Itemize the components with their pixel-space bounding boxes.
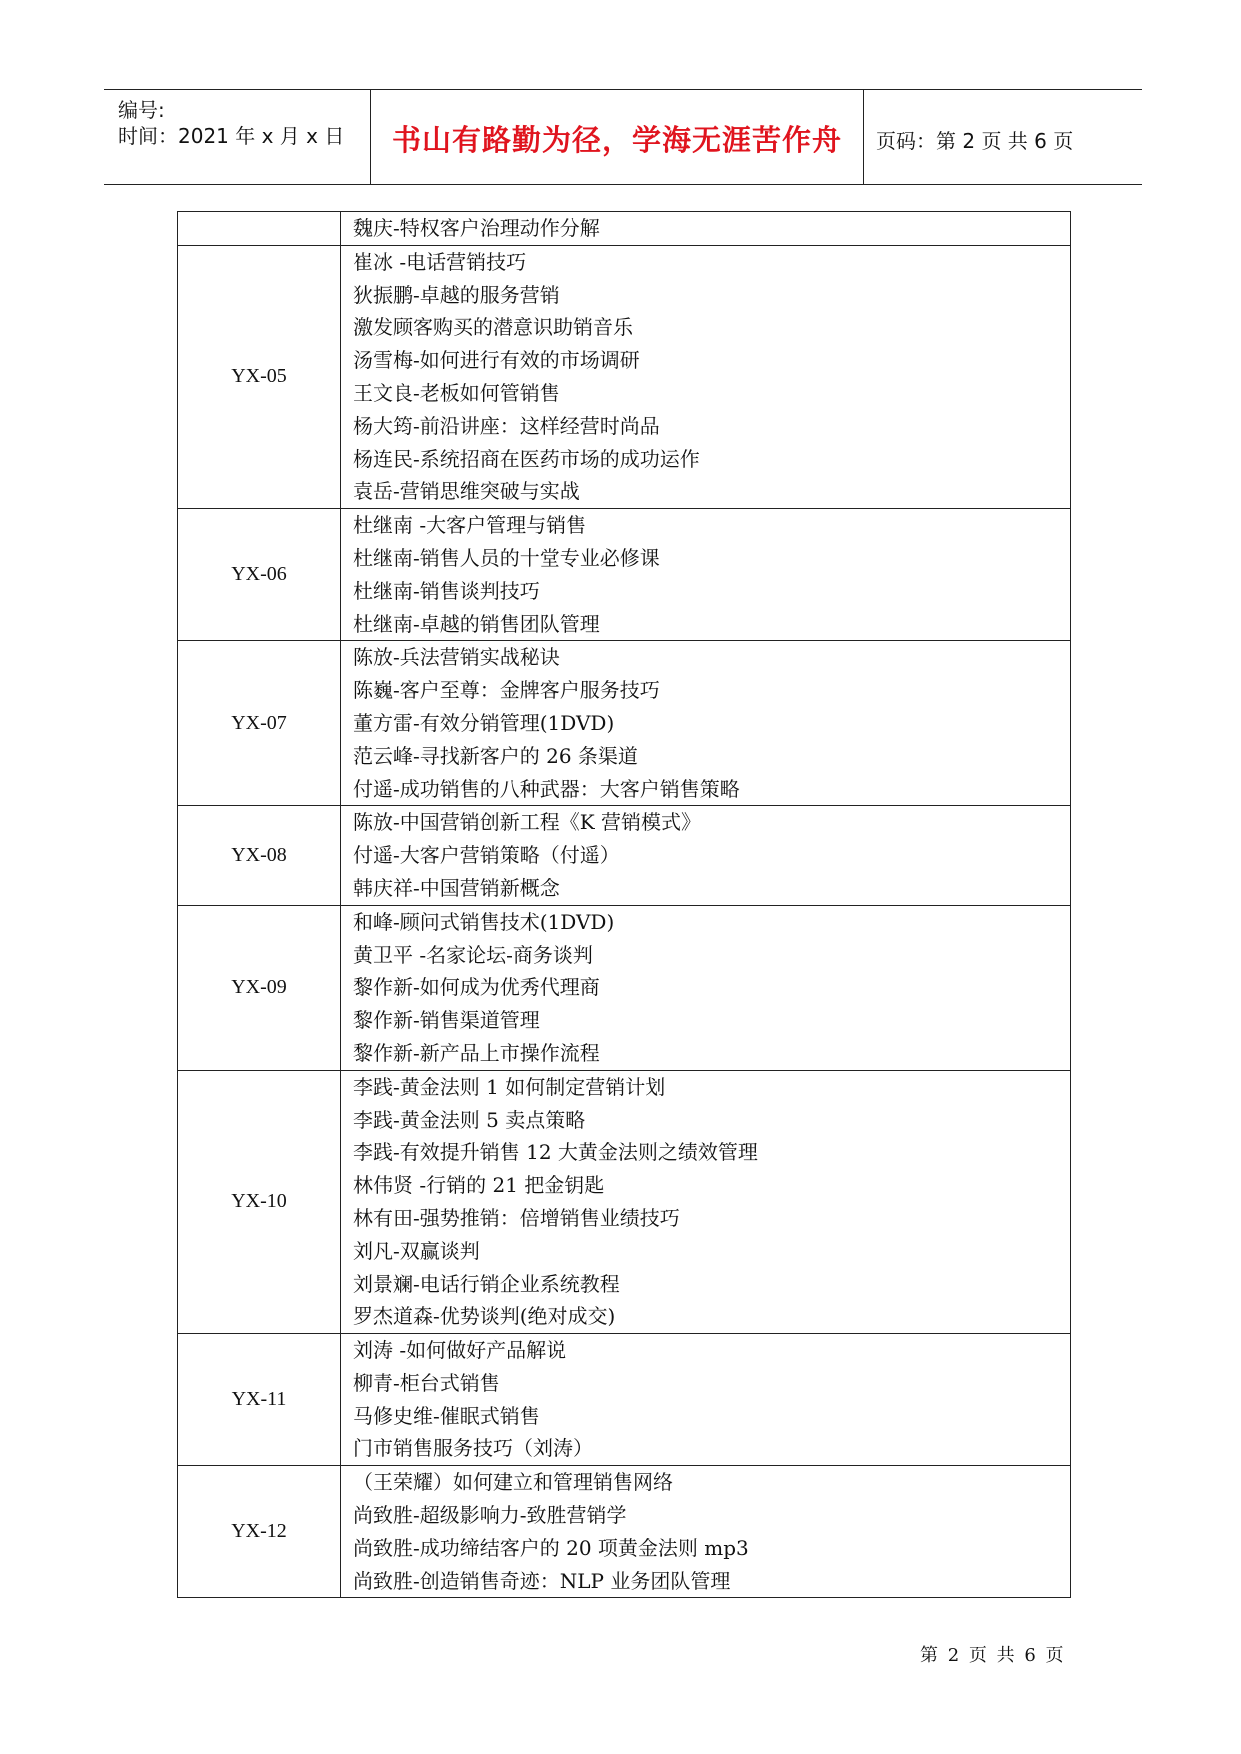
- table-row: [178, 905, 1071, 1070]
- table-row: [178, 245, 1071, 508]
- course-list: [341, 1070, 1071, 1333]
- course-item: 杜继南-卓越的销售团队管理: [353, 611, 600, 636]
- course-item: 李践-黄金法则 1 如何制定营销计划: [353, 1074, 666, 1099]
- course-item: 杜继南-销售谈判技巧: [353, 578, 540, 603]
- course-item: 范云峰-寻找新客户的 26 条渠道: [353, 743, 638, 768]
- course-item: 尚致胜-成功缔结客户的 20 项黄金法则 mp3: [353, 1535, 749, 1560]
- course-list: [341, 212, 1071, 246]
- course-item: 崔冰 -电话营销技巧: [353, 249, 527, 274]
- course-list: [341, 905, 1071, 1070]
- category-code: YX-11: [178, 1334, 341, 1466]
- course-list: [341, 806, 1071, 905]
- course-item: 黎作新-如何成为优秀代理商: [353, 975, 600, 1000]
- course-item: 激发顾客购买的潜意识助销音乐: [353, 315, 633, 340]
- course-item: 罗杰道森-优势谈判(绝对成交): [353, 1304, 616, 1329]
- course-item: 柳青-柜台式销售: [353, 1370, 500, 1395]
- course-item: 董方雷-有效分销管理(1DVD): [353, 710, 615, 735]
- course-item: 汤雪梅-如何进行有效的市场调研: [353, 348, 640, 373]
- course-item: 刘涛 -如何做好产品解说: [353, 1338, 567, 1363]
- course-item: 林伟贤 -行销的 21 把金钥匙: [353, 1173, 605, 1198]
- table-row: [178, 641, 1071, 806]
- course-item: 杨大筠-前沿讲座：这样经营时尚品: [353, 413, 660, 438]
- header-page-cell: [864, 90, 1142, 184]
- course-item: 门市销售服务技巧（刘涛）: [353, 1436, 593, 1461]
- course-item: 杨连民-系统招商在医药市场的成功运作: [353, 446, 700, 471]
- course-item: 黎作新-销售渠道管理: [353, 1008, 540, 1033]
- table-row: [178, 1466, 1071, 1598]
- category-code: YX-09: [178, 905, 341, 1070]
- course-item: 付遥-大客户营销策略（付遥）: [353, 843, 620, 868]
- course-item: 狄振鹏-卓越的服务营销: [353, 282, 560, 307]
- course-item: 袁岳-营销思维突破与实战: [353, 479, 580, 504]
- category-code: YX-07: [178, 641, 341, 806]
- course-item: 林有田-强势推销：倍增销售业绩技巧: [353, 1205, 680, 1230]
- course-item: 付遥-成功销售的八种武器：大客户销售策略: [353, 776, 740, 801]
- category-code: [178, 212, 341, 246]
- page-header: [104, 89, 1142, 185]
- course-item: 杜继南-销售人员的十堂专业必修课: [353, 545, 660, 570]
- course-list: [341, 1466, 1071, 1598]
- number-label: 编号:: [118, 98, 165, 122]
- motto: 书山有路勤为径，学海无涯苦作舟: [391, 123, 842, 157]
- course-item: 李践-黄金法则 5 卖点策略: [353, 1107, 586, 1132]
- category-code: YX-08: [178, 806, 341, 905]
- course-item: 韩庆祥-中国营销新概念: [353, 875, 560, 900]
- course-item: 魏庆-特权客户治理动作分解: [353, 216, 600, 240]
- course-item: 马修史维-催眠式销售: [353, 1403, 540, 1428]
- header-motto-cell: [370, 90, 864, 184]
- course-list: [341, 245, 1071, 508]
- table-row: [178, 212, 1071, 246]
- course-item: 尚致胜-超级影响力-致胜营销学: [353, 1503, 627, 1528]
- course-item: 陈放-兵法营销实战秘诀: [353, 645, 560, 670]
- course-item: 黎作新-新产品上市操作流程: [353, 1040, 600, 1065]
- course-item: 李践-有效提升销售 12 大黄金法则之绩效管理: [353, 1140, 758, 1165]
- course-list: [341, 641, 1071, 806]
- header-meta: [104, 90, 370, 184]
- page-code: 页码：第 2 页 共 6 页: [876, 129, 1074, 153]
- course-item: 陈放-中国营销创新工程《K 营销模式》: [353, 810, 702, 835]
- course-table: [177, 211, 1071, 1598]
- category-code: YX-10: [178, 1070, 341, 1333]
- table-row: [178, 806, 1071, 905]
- category-code: YX-12: [178, 1466, 341, 1598]
- course-item: 尚致胜-创造销售奇迹：NLP 业务团队管理: [353, 1568, 731, 1593]
- course-item: 王文良-老板如何管销售: [353, 380, 560, 405]
- course-item: 刘景斓-电话行销企业系统教程: [353, 1271, 620, 1296]
- course-item: 陈巍-客户至尊：金牌客户服务技巧: [353, 678, 660, 703]
- time-label: 时间：2021 年 x 月 x 日: [118, 124, 345, 148]
- course-item: 杜继南 -大客户管理与销售: [353, 513, 587, 538]
- course-item: 和峰-顾问式销售技术(1DVD): [353, 909, 615, 934]
- course-item: （王荣耀）如何建立和管理销售网络: [353, 1470, 673, 1495]
- table-row: [178, 1070, 1071, 1333]
- course-list: [341, 1334, 1071, 1466]
- category-code: YX-06: [178, 509, 341, 641]
- category-code: YX-05: [178, 245, 341, 508]
- table-row: [178, 509, 1071, 641]
- course-item: 黄卫平 -名家论坛-商务谈判: [353, 942, 593, 967]
- course-item: 刘凡-双赢谈判: [353, 1238, 480, 1263]
- table-row: [178, 1334, 1071, 1466]
- page-footer: 第 2 页 共 6 页: [920, 1645, 1064, 1666]
- course-list: [341, 509, 1071, 641]
